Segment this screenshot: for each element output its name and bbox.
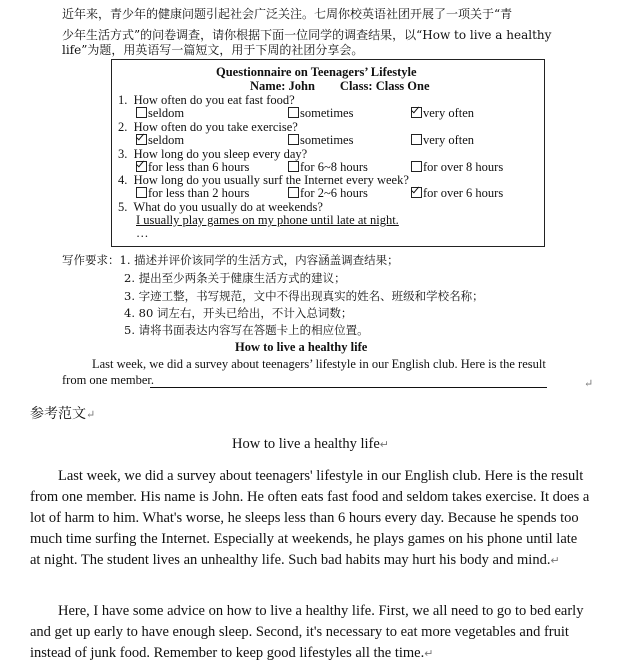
sample-title: How to live a healthy life↵	[232, 436, 389, 452]
q2-option-sometimes[interactable]: sometimes	[288, 133, 353, 148]
question-1: 1. How often do you eat fast food?	[118, 93, 295, 107]
return-mark-icon: ↵	[584, 377, 594, 390]
questionnaire-box	[111, 59, 545, 247]
return-mark-icon: ↵	[86, 408, 96, 421]
q3-option-less-than-6[interactable]: for less than 6 hours	[136, 160, 249, 175]
checkbox-icon[interactable]	[136, 107, 147, 118]
checkbox-icon[interactable]	[288, 107, 299, 118]
q1-option-very-often[interactable]: very often	[411, 106, 474, 121]
checkbox-icon[interactable]	[288, 134, 299, 145]
requirement-4: 4. 80 词左右，开头已给出，不计入总词数；	[124, 306, 353, 320]
requirement-3: 3. 字迹工整，书写规范，文中不得出现真实的姓名、班级和学校名称；	[124, 289, 484, 303]
q5-answer: I usually play games on my phone until late at night.	[136, 213, 399, 227]
questionnaire-title: Questionnaire on Teenagers’ Lifestyle	[216, 65, 417, 79]
q4-option-2-6[interactable]: for 2~6 hours	[288, 186, 368, 201]
question-5: 5. What do you usually do at weekends?	[118, 200, 323, 214]
checkbox-icon[interactable]	[288, 187, 299, 198]
q2-option-seldom[interactable]: seldom	[136, 133, 184, 148]
sample-label: 参考范文↵	[30, 406, 96, 422]
checkbox-icon[interactable]	[136, 187, 147, 198]
checked-checkbox-icon[interactable]	[136, 134, 147, 145]
requirement-5: 5. 请将书面表达内容写在答题卡上的相应位置。	[124, 323, 369, 337]
prompt-line-1: 近年来，青少年的健康问题引起社会广泛关注。七周你校英语社团开展了一项关于“青	[62, 7, 513, 21]
question-4: 4. How long do you usually surf the Internet every week?	[118, 173, 409, 187]
checked-checkbox-icon[interactable]	[411, 187, 422, 198]
return-mark-icon: ↵	[550, 555, 560, 567]
question-3: 3. How long do you sleep every day?	[118, 147, 308, 161]
requirement-2: 2. 提出至少两条关于健康生活方式的建议；	[124, 271, 346, 285]
sample-paragraph-2: Here, I have some advice on how to live a healthy life. First, we all need to go to bed early and get up early to have enough sleep. Second, it's necessary to eat more vegetables and fruit instead of junk food. Remember to keep good lifestyles all the time.↵	[30, 603, 584, 661]
prompt-line-2: 少年生活方式”的问卷调查，请你根据下面一位同学的调查结果，以“How to live a healthy	[62, 28, 552, 42]
checkbox-icon[interactable]	[411, 134, 422, 145]
q2-option-very-often[interactable]: very often	[411, 133, 474, 148]
essay-opening-line-2: from one member.	[62, 373, 154, 387]
essay-opening-line-1: Last week, we did a survey about teenagers’ lifestyle in our English club. Here is the result	[92, 357, 546, 371]
question-2: 2. How often do you take exercise?	[118, 120, 298, 134]
questionnaire-ellipsis: …	[136, 226, 149, 240]
q3-option-over-8[interactable]: for over 8 hours	[411, 160, 503, 175]
q4-option-over-6[interactable]: for over 6 hours	[411, 186, 503, 201]
return-mark-icon: ↵	[379, 439, 389, 451]
checkbox-icon[interactable]	[411, 161, 422, 172]
prompt-line-3: life”为题，用英语写一篇短文，用于下周的社团分享会。	[62, 43, 364, 57]
essay-title: How to live a healthy life	[235, 340, 368, 354]
requirements-label: 写作要求：1. 描述并评价该同学的生活方式，内容涵盖调查结果；	[62, 253, 399, 267]
sample-paragraph-1: Last week, we did a survey about teenagers' lifestyle in our English club. Here is the result from one member. His name is John. He often eats fast food and seldom takes exercise. It does a lot of harm to him. What's worse, he sleeps less than 6 hours every day. Because he spends too much time surfing the Internet. Especially at weekends, he plays games on his phone until late at night. The student lives an unhealthy life. Such bad habits may hurt his body and mind.↵	[30, 468, 590, 568]
checked-checkbox-icon[interactable]	[136, 161, 147, 172]
checked-checkbox-icon[interactable]	[411, 107, 422, 118]
q3-option-6-8[interactable]: for 6~8 hours	[288, 160, 368, 175]
q4-option-less-than-2[interactable]: for less than 2 hours	[136, 186, 249, 201]
answer-line[interactable]	[150, 387, 547, 388]
return-mark-icon: ↵	[424, 648, 434, 660]
checkbox-icon[interactable]	[288, 161, 299, 172]
questionnaire-name-class: Name: John Class: Class One	[250, 79, 430, 93]
q1-option-sometimes[interactable]: sometimes	[288, 106, 353, 121]
q1-option-seldom[interactable]: seldom	[136, 106, 184, 121]
